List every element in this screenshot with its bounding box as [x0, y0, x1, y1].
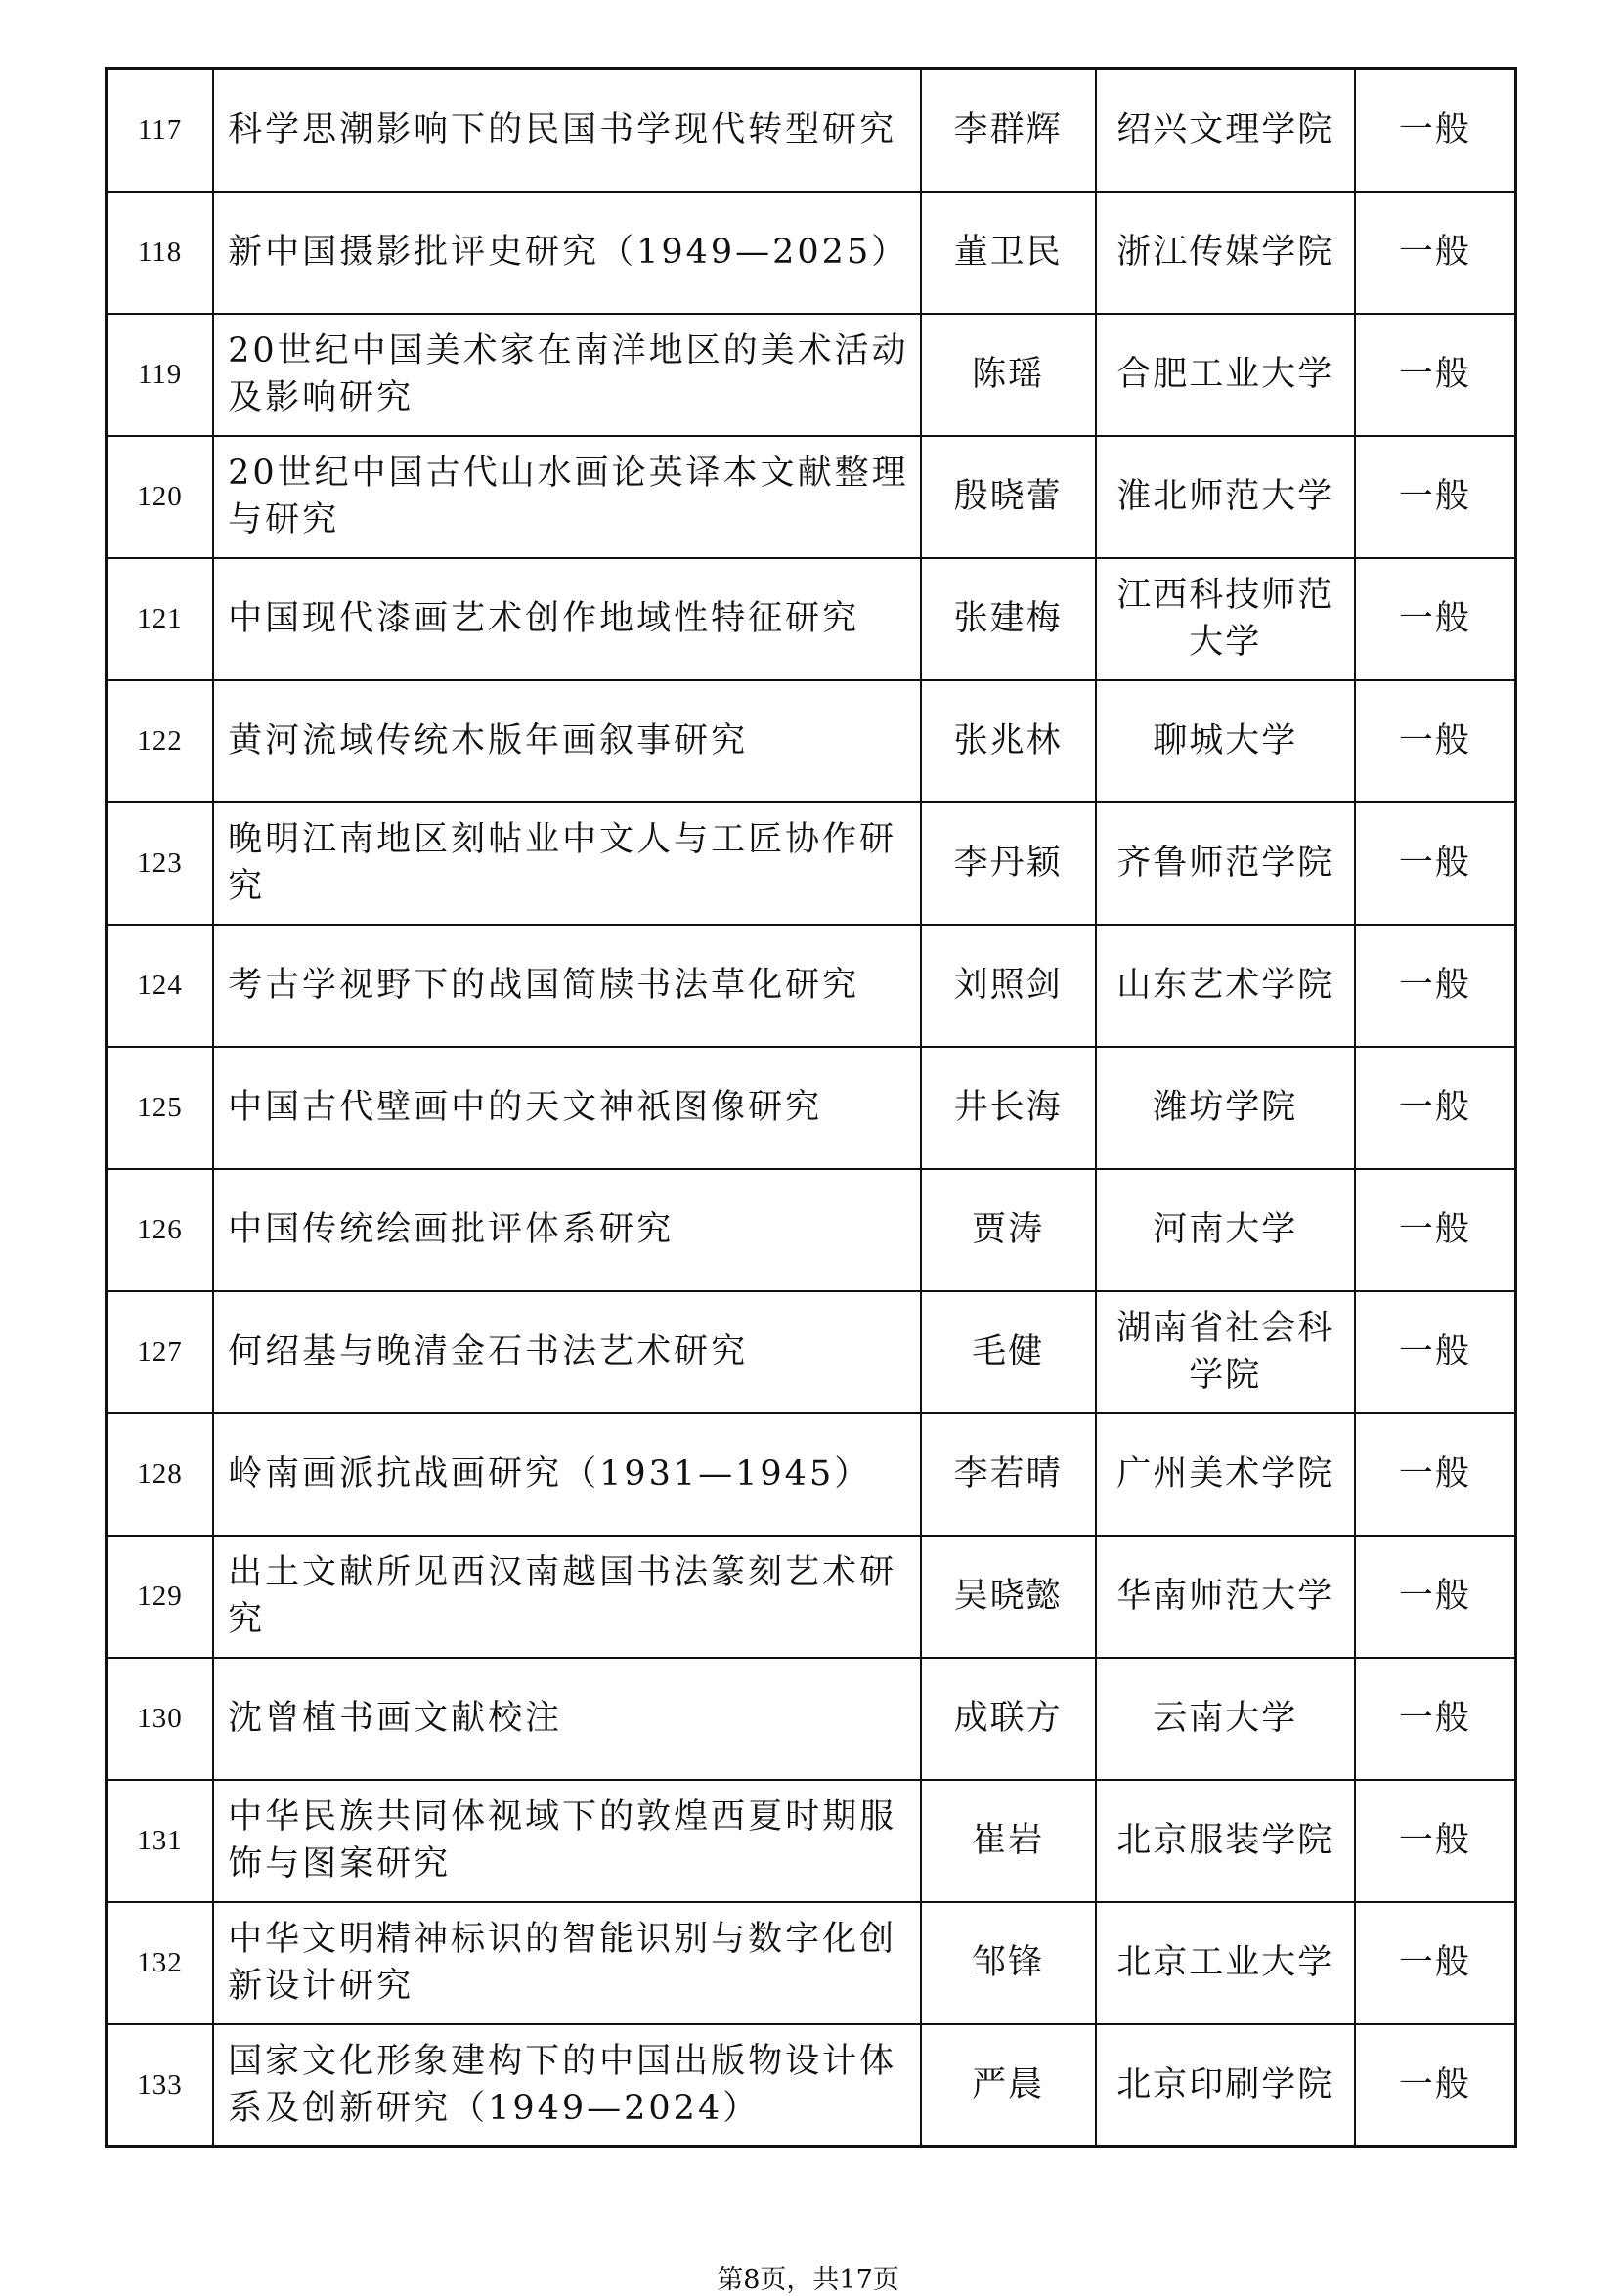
institution-cell: 淮北师范大学: [1096, 436, 1355, 558]
category-cell: 一般: [1355, 69, 1516, 193]
category-cell: 一般: [1355, 2024, 1516, 2147]
category-cell: 一般: [1355, 1658, 1516, 1780]
principal-investigator-cell: 张兆林: [921, 680, 1096, 802]
row-number-cell: 119: [107, 314, 214, 436]
institution-cell: 云南大学: [1096, 1658, 1355, 1780]
institution-cell: 绍兴文理学院: [1096, 69, 1355, 193]
table-row: [107, 192, 1516, 314]
project-title-cell: 考古学视野下的战国简牍书法草化研究: [213, 925, 921, 1047]
table-row: [107, 1413, 1516, 1536]
project-title-cell: 中华民族共同体视域下的敦煌西夏时期服饰与图案研究: [213, 1780, 921, 1902]
project-title-cell: 新中国摄影批评史研究（1949—2025）: [213, 192, 921, 314]
principal-investigator-cell: 李丹颖: [921, 802, 1096, 925]
principal-investigator-cell: 陈瑶: [921, 314, 1096, 436]
institution-cell: 河南大学: [1096, 1169, 1355, 1291]
institution-cell: 聊城大学: [1096, 680, 1355, 802]
table-row: [107, 925, 1516, 1047]
category-cell: 一般: [1355, 314, 1516, 436]
category-cell: 一般: [1355, 436, 1516, 558]
principal-investigator-cell: 邹锋: [921, 1902, 1096, 2024]
table-row: [107, 1169, 1516, 1291]
institution-cell: 齐鲁师范学院: [1096, 802, 1355, 925]
institution-cell: 广州美术学院: [1096, 1413, 1355, 1536]
category-cell: 一般: [1355, 192, 1516, 314]
principal-investigator-cell: 李若晴: [921, 1413, 1096, 1536]
category-cell: 一般: [1355, 1413, 1516, 1536]
project-title-cell: 中国传统绘画批评体系研究: [213, 1169, 921, 1291]
row-number-cell: 120: [107, 436, 214, 558]
institution-cell: 山东艺术学院: [1096, 925, 1355, 1047]
category-cell: 一般: [1355, 558, 1516, 680]
project-list-table: [105, 67, 1517, 2148]
table-row: [107, 1902, 1516, 2024]
row-number-cell: 124: [107, 925, 214, 1047]
table-row: [107, 436, 1516, 558]
row-number-cell: 122: [107, 680, 214, 802]
project-title-cell: 科学思潮影响下的民国书学现代转型研究: [213, 69, 921, 193]
table-row: [107, 69, 1516, 193]
table-row: [107, 558, 1516, 680]
category-cell: 一般: [1355, 1291, 1516, 1413]
principal-investigator-cell: 崔岩: [921, 1780, 1096, 1902]
institution-cell: 江西科技师范大学: [1096, 558, 1355, 680]
row-number-cell: 118: [107, 192, 214, 314]
principal-investigator-cell: 董卫民: [921, 192, 1096, 314]
row-number-cell: 117: [107, 69, 214, 193]
row-number-cell: 121: [107, 558, 214, 680]
project-title-cell: 黄河流域传统木版年画叙事研究: [213, 680, 921, 802]
table-row: [107, 1047, 1516, 1169]
project-title-cell: 中华文明精神标识的智能识别与数字化创新设计研究: [213, 1902, 921, 2024]
institution-cell: 湖南省社会科学院: [1096, 1291, 1355, 1413]
table-row: [107, 802, 1516, 925]
row-number-cell: 125: [107, 1047, 214, 1169]
table-row: [107, 1536, 1516, 1658]
table-body: [107, 69, 1516, 2147]
row-number-cell: 126: [107, 1169, 214, 1291]
institution-cell: 合肥工业大学: [1096, 314, 1355, 436]
category-cell: 一般: [1355, 802, 1516, 925]
row-number-cell: 130: [107, 1658, 214, 1780]
project-title-cell: 何绍基与晚清金石书法艺术研究: [213, 1291, 921, 1413]
principal-investigator-cell: 李群辉: [921, 69, 1096, 193]
row-number-cell: 127: [107, 1291, 214, 1413]
row-number-cell: 128: [107, 1413, 214, 1536]
page-number-footer: 第8页，共17页: [717, 2265, 899, 2295]
table-row: [107, 1291, 1516, 1413]
row-number-cell: 131: [107, 1780, 214, 1902]
principal-investigator-cell: 严晨: [921, 2024, 1096, 2147]
project-title-cell: 中国现代漆画艺术创作地域性特征研究: [213, 558, 921, 680]
project-title-cell: 国家文化形象建构下的中国出版物设计体系及创新研究（1949—2024）: [213, 2024, 921, 2147]
institution-cell: 北京服装学院: [1096, 1780, 1355, 1902]
row-number-cell: 133: [107, 2024, 214, 2147]
project-title-cell: 20世纪中国美术家在南洋地区的美术活动及影响研究: [213, 314, 921, 436]
principal-investigator-cell: 毛健: [921, 1291, 1096, 1413]
principal-investigator-cell: 刘照剑: [921, 925, 1096, 1047]
principal-investigator-cell: 成联方: [921, 1658, 1096, 1780]
principal-investigator-cell: 张建梅: [921, 558, 1096, 680]
principal-investigator-cell: 殷晓蕾: [921, 436, 1096, 558]
row-number-cell: 129: [107, 1536, 214, 1658]
institution-cell: 浙江传媒学院: [1096, 192, 1355, 314]
category-cell: 一般: [1355, 1780, 1516, 1902]
institution-cell: 华南师范大学: [1096, 1536, 1355, 1658]
project-title-cell: 岭南画派抗战画研究（1931—1945）: [213, 1413, 921, 1536]
principal-investigator-cell: 吴晓懿: [921, 1536, 1096, 1658]
institution-cell: 北京印刷学院: [1096, 2024, 1355, 2147]
institution-cell: 北京工业大学: [1096, 1902, 1355, 2024]
category-cell: 一般: [1355, 1536, 1516, 1658]
institution-cell: 潍坊学院: [1096, 1047, 1355, 1169]
project-title-cell: 晚明江南地区刻帖业中文人与工匠协作研究: [213, 802, 921, 925]
table-row: [107, 680, 1516, 802]
table-row: [107, 314, 1516, 436]
table-row: [107, 1658, 1516, 1780]
category-cell: 一般: [1355, 1169, 1516, 1291]
project-title-cell: 20世纪中国古代山水画论英译本文献整理与研究: [213, 436, 921, 558]
category-cell: 一般: [1355, 925, 1516, 1047]
principal-investigator-cell: 贾涛: [921, 1169, 1096, 1291]
category-cell: 一般: [1355, 680, 1516, 802]
project-title-cell: 出土文献所见西汉南越国书法篆刻艺术研究: [213, 1536, 921, 1658]
project-title-cell: 中国古代壁画中的天文神祇图像研究: [213, 1047, 921, 1169]
principal-investigator-cell: 井长海: [921, 1047, 1096, 1169]
table-row: [107, 2024, 1516, 2147]
project-title-cell: 沈曾植书画文献校注: [213, 1658, 921, 1780]
category-cell: 一般: [1355, 1047, 1516, 1169]
row-number-cell: 123: [107, 802, 214, 925]
category-cell: 一般: [1355, 1902, 1516, 2024]
row-number-cell: 132: [107, 1902, 214, 2024]
table-row: [107, 1780, 1516, 1902]
